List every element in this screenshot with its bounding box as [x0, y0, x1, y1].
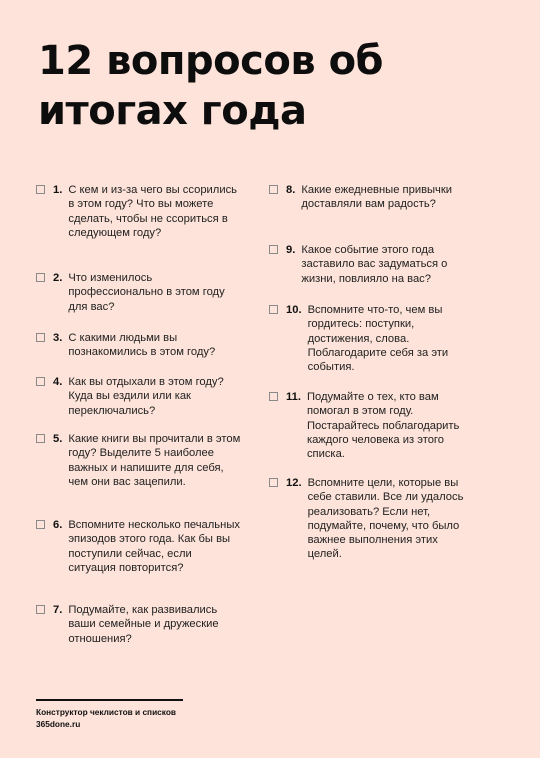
checklist-column-left [36, 183, 241, 646]
checkbox[interactable] [36, 185, 45, 194]
checkbox[interactable] [36, 273, 45, 282]
checklist-item-9 [269, 243, 469, 303]
checkbox[interactable] [269, 185, 278, 194]
item-text: С какими людьми вы познакомились в этом году? [68, 332, 216, 359]
checkbox[interactable] [269, 305, 278, 314]
checklist-item-10 [269, 303, 469, 390]
item-number: 10. [286, 304, 302, 316]
checkbox[interactable] [269, 478, 278, 487]
checkbox[interactable] [36, 605, 45, 614]
checklist-column-right [269, 183, 469, 562]
item-text: Вспомните несколько печальных эпизодов этого года. Как бы вы поступили сейчас, если ситуация повторится? [68, 519, 240, 574]
checklist-item-6 [36, 518, 241, 603]
item-text: Какие ежедневные привычки доставляли вам радость? [301, 184, 453, 211]
item-number: 5. [53, 433, 63, 445]
item-number: 8. [286, 184, 296, 196]
item-text: Какое событие этого года заставило вас задуматься о жизни, повлияло на вас? [301, 244, 448, 285]
checklist-item-12 [269, 476, 469, 562]
checkbox[interactable] [36, 434, 45, 443]
item-text: Вспомните что-то, чем вы гордитесь: поступки, достижения, слова. Поблагодарите себя за эти события. [307, 304, 449, 374]
item-text: Подумайте о тех, кто вам помогал в этом году. Постарайтесь поблагодарить каждого человека из этого списка. [306, 391, 460, 461]
item-text: Какие книги вы прочитали в этом году? Выделите 5 наиболее важных и напишите для себя, чем они вас зацепили. [68, 433, 241, 488]
checkbox[interactable] [269, 245, 278, 254]
item-text: Вспомните цели, которые вы себе ставили. Все ли удалось реализовать? Если нет, подумайте, почему, что было важнее выполнения этих целей. [307, 477, 464, 561]
checklist-item-3 [36, 331, 241, 375]
item-number: 4. [53, 376, 63, 388]
footer-caption: Конструктор чеклистов и списков [36, 707, 176, 717]
checkbox[interactable] [36, 333, 45, 342]
item-number: 12. [286, 477, 302, 489]
footer [36, 706, 176, 730]
item-text: С кем и из-за чего вы ссорились в этом году? Что вы можете сделать, чтобы не ссориться в следующем году? [68, 184, 238, 239]
item-number: 9. [286, 244, 296, 256]
page-title-line-1: 12 вопросов об [38, 38, 383, 84]
item-number: 1. [53, 184, 63, 196]
item-text: Как вы отдыхали в этом году? Куда вы ездили или как переключались? [68, 376, 224, 417]
item-number: 6. [53, 519, 63, 531]
checklist-item-5 [36, 432, 241, 518]
item-number: 3. [53, 332, 63, 344]
footer-site: 365done.ru [36, 719, 81, 729]
checklist-item-4 [36, 375, 241, 432]
item-number: 2. [53, 272, 63, 284]
page-title-line-2: итогах года [38, 88, 307, 134]
checklist-item-8 [269, 183, 469, 243]
checklist-item-1 [36, 183, 241, 271]
footer-divider [36, 699, 183, 701]
checklist-item-2 [36, 271, 241, 331]
item-number: 7. [53, 604, 63, 616]
page-title [38, 36, 508, 136]
checkbox[interactable] [36, 520, 45, 529]
checklist-item-7 [36, 603, 241, 646]
checkbox[interactable] [36, 377, 45, 386]
item-text: Что изменилось профессионально в этом году для вас? [68, 272, 225, 313]
item-number: 11. [286, 391, 301, 403]
item-text: Подумайте, как развивались ваши семейные и дружеские отношения? [68, 604, 219, 645]
checkbox[interactable] [269, 392, 278, 401]
checklist-item-11 [269, 390, 469, 476]
